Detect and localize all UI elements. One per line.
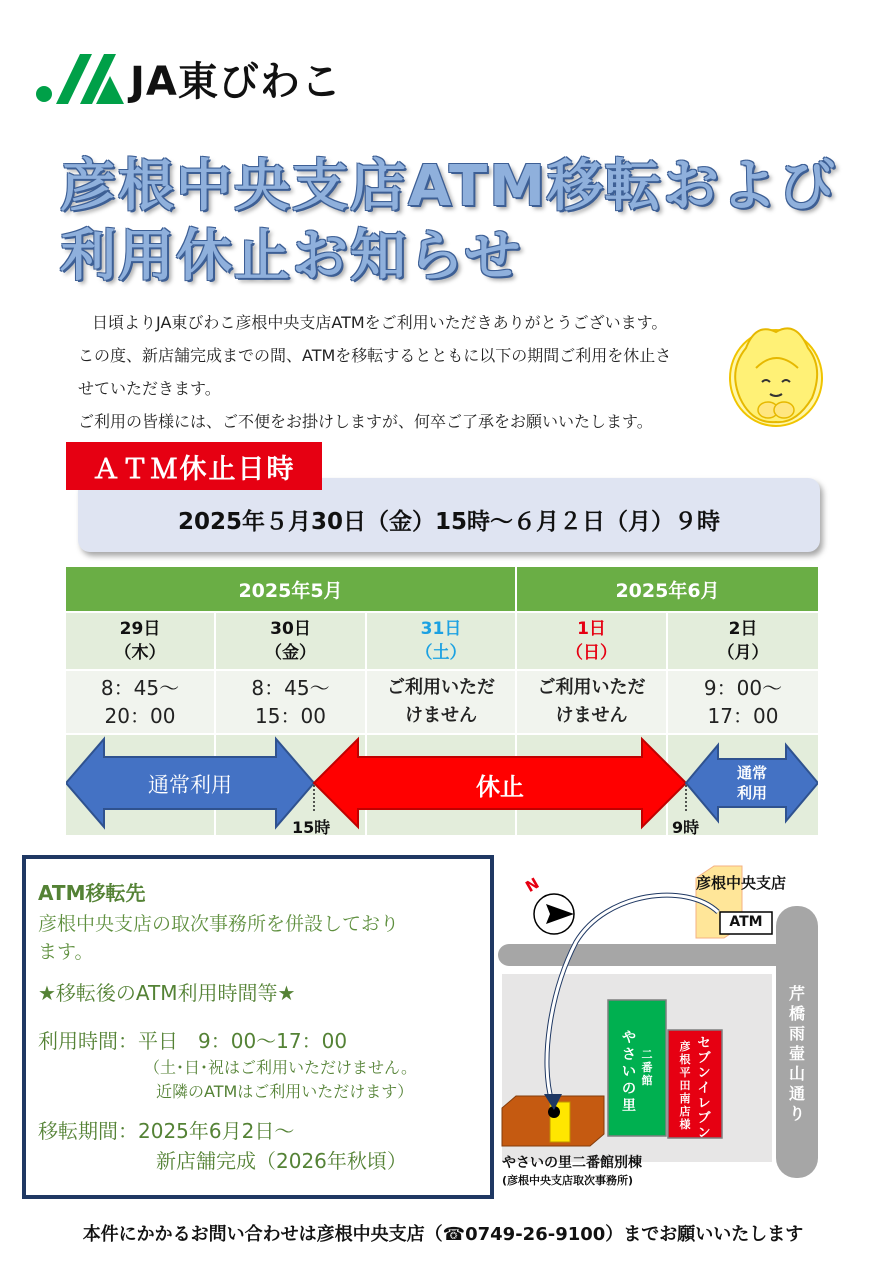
hours-line: 20：00 bbox=[104, 704, 176, 728]
relocation-hours-note-1: （土･日･祝はご利用いただけません。 bbox=[144, 1058, 417, 1077]
day-weekday: （木） bbox=[114, 643, 166, 663]
map-store-red-label: セ ブ ン イ レ ブ ン bbox=[697, 1036, 711, 1141]
suspended-label: 休止 bbox=[476, 773, 524, 801]
normal-use-right-line: 通常 bbox=[736, 764, 767, 782]
day-date: 2日 bbox=[728, 619, 758, 639]
day-date: 1日 bbox=[577, 619, 606, 639]
page-title-line-1: 彦根中央支店ATM移転および bbox=[60, 154, 837, 219]
intro-line-2: この度、新店舗完成までの間、ATMを移転するとともに以下の期間ご利用を休止さ bbox=[78, 346, 672, 365]
day-weekday: （月） bbox=[717, 643, 769, 663]
map-store-green-label: や さ い の 里 bbox=[622, 1030, 636, 1114]
day-hours bbox=[517, 671, 666, 733]
relocation-heading: ATM移転先 bbox=[38, 881, 146, 905]
hours-line: 8：45～ bbox=[100, 676, 180, 700]
day-header bbox=[367, 613, 515, 669]
day-date: 29日 bbox=[119, 619, 161, 639]
normal-use-label-right bbox=[718, 763, 786, 803]
mascot-character-icon bbox=[726, 318, 826, 430]
day-weekday: （金） bbox=[265, 643, 316, 663]
suspension-end-time: 9時 bbox=[672, 818, 700, 837]
suspension-start-time: 15時 bbox=[292, 818, 331, 837]
day-hours bbox=[668, 671, 818, 733]
hours-line: けません bbox=[405, 705, 477, 726]
intro-line-1: 日頃よりJA東びわこ彦根中央支店ATMをご利用いただきありがとうございます。 bbox=[92, 313, 668, 332]
day-header bbox=[66, 613, 214, 669]
hours-line: 9：00～ bbox=[703, 676, 783, 700]
intro-line-4: ご利用の皆様には、ご不便をお掛けしますが、何卒ご了承をお願いいたします。 bbox=[78, 412, 653, 431]
day-header bbox=[668, 613, 818, 669]
hours-line: 15：00 bbox=[255, 704, 326, 728]
day-weekday: （日） bbox=[566, 643, 617, 663]
hours-line: 8：45～ bbox=[251, 676, 330, 700]
map-annex-sub: (彦根中央支店取次事務所) bbox=[502, 1174, 634, 1187]
normal-use-right-line: 利用 bbox=[736, 784, 767, 802]
suspension-label: ＡＴＭ休止日時 bbox=[66, 442, 322, 490]
day-hours bbox=[216, 671, 365, 733]
compass-north-icon: N bbox=[522, 874, 543, 896]
location-map bbox=[496, 862, 826, 1192]
relocation-period: 移転期間：2025年6月2日～ bbox=[38, 1119, 295, 1143]
hours-line: けません bbox=[555, 705, 628, 726]
relocation-info-box bbox=[22, 855, 494, 1199]
map-atm-label: ATM bbox=[729, 914, 763, 930]
month-header-may: 2025年5月 bbox=[66, 567, 515, 611]
relocation-period-note: 新店舗完成（2026年秋頃） bbox=[156, 1149, 407, 1173]
hours-line: ご利用いただ bbox=[387, 677, 495, 698]
day-date: 30日 bbox=[270, 619, 311, 639]
suspension-period: 2025年５月30日（金）15時～６月２日（月）９時 bbox=[177, 508, 721, 535]
day-header bbox=[216, 613, 365, 669]
map-annex-label: やさいの里二番館別棟 bbox=[502, 1155, 642, 1171]
page-title-line-2: 利用休止お知らせ bbox=[60, 224, 523, 289]
month-header-june: 2025年6月 bbox=[517, 567, 818, 611]
day-header bbox=[517, 613, 666, 669]
schedule-table bbox=[66, 567, 818, 835]
map-store-green-sub: 二 番 館 bbox=[641, 1048, 653, 1087]
relocation-hours: 利用時間：平日 9：00～17：00 bbox=[38, 1029, 348, 1053]
map-store-red-sub: 彦 根 平 田 南 店 様 bbox=[679, 1040, 691, 1131]
ja-logo bbox=[34, 48, 342, 108]
day-weekday: （土） bbox=[415, 643, 467, 663]
hours-line: ご利用いただ bbox=[537, 677, 646, 698]
map-branch-label: 彦根中央支店 bbox=[696, 874, 787, 892]
relocation-subheading: ★移転後のATM利用時間等★ bbox=[38, 981, 296, 1005]
ja-logo-mark-icon bbox=[34, 48, 126, 108]
relocation-hours-note-2: 近隣のATMはご利用いただけます） bbox=[156, 1082, 414, 1101]
relocation-desc-2: ます。 bbox=[38, 941, 94, 963]
contact-footer: 本件にかかるお問い合わせは彦根中央支店（☎0749-26-9100）までお願いいたします bbox=[82, 1224, 804, 1245]
intro-line-3: せていただきます。 bbox=[78, 379, 221, 398]
map-road-label: 芹 橋 雨 壷 山 通 り bbox=[788, 984, 805, 1123]
day-hours bbox=[66, 671, 214, 733]
day-date: 31日 bbox=[420, 619, 462, 639]
relocation-desc-1: 彦根中央支店の取次事務所を併設しており bbox=[38, 913, 400, 935]
logo-text: JA東びわこ bbox=[130, 58, 342, 105]
day-hours bbox=[367, 671, 515, 733]
normal-use-label-left: 通常利用 bbox=[148, 773, 232, 797]
hours-line: 17：00 bbox=[707, 704, 779, 728]
